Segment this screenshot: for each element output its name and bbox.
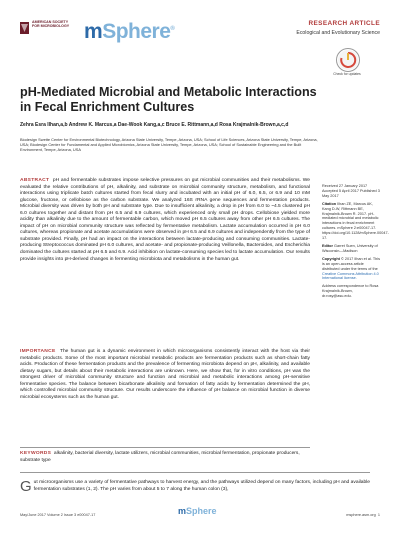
journal-logo-m: m [84,20,103,43]
citation-block [322,201,389,241]
check-for-updates-label[interactable]: Check for updates [333,72,361,76]
journal-logo-registered: ® [170,26,175,32]
journal-site-link[interactable]: msphere.asm.org [346,513,376,517]
importance-heading: IMPORTANCE [20,349,56,354]
correspondence[interactable]: Address correspondence to Rosa Krajmalnik-Brown, dr.rosy@asu.edu. [322,284,379,299]
body-paragraph [20,480,370,493]
footer-site [346,513,380,517]
article-type-label: RESEARCH ARTICLE [308,20,380,27]
abstract-text: pH and fermentable substrates impose selective pressures on gut microbial communities and their metabolisms. We evaluated the relative contributions of pH, alkalinity, and substrate on microbial community structure, metabolism, and functional interactions using triplicate batch cultures started from fecal slurry and incubated with an initial pH of 6.0, 6.5, or 6.9 and 10 mM glucose, fructose, or cellobiose as the carbon substrate. We analyzed 16S rRNA gene sequences and fermentation products. Microbial diversity was driven by both pH and substrate type. Due to insufficient alkalinity, a drop in pH from 6.0 to ~4.5 clustered pH 6.0 cultures together and distant from pH 6.5 and 6.9 cultures, which experienced only small pH drops. Cellobiose yielded more acidity than alkalinity due to the amount of fermentable carbon, which moved pH 6.5 cultures away from other pH 6.5 cultures. The impact of pH on microbial community structure was reflected by fermentative metabolism. Lactate accumulation occurred in pH 6.0 cultures, whereas propionate and acetate accumulations were observed in pH 6.5 and 6.9 cultures and independently from the type of substrate provided. Finally, pH had an impact on the interactions between lactate-producing and consuming communities. Lactate-producing Streptococcus dominated pH 6.0 cultures, and acetate- and propionate-producing Veillonella, Bacteroides, and Escherichia dominated the cultures started at pH 6.5 and 6.9. Acid inhibition on lactate-consuming species led to lactate accumulation. Our results provide insights into pH-derived changes in fermenting microbiota and metabolisms in the human gut. [20,178,311,262]
section-divider [20,447,310,448]
abstract [20,178,310,263]
footer-logo-m: m [178,506,187,516]
keywords-heading: KEYWORDS [20,451,52,456]
importance-text: The human gut is a dynamic environment in which microorganisms consistently interact with the host via their metabolic products. Some of the most important microbial metabolic products are fermentation products such as short-chain fatty acids. Production of these fermentation products and the prevalence of fermenting microbiota depend on pH, alkalinity, and available dietary sugars, but details about their metabolic interactions are unknown. Here, we show that, for in vitro conditions, pH was the strongest driver of microbial community structure and function and microbial and metabolic interactions among pH-sensitive fermentative species. The balance between bicarbonate alkalinity and formation of fatty acids by fermentation determined the pH, which controlled microbial community structure. Our results underscore the influence of pH balance on microbial function in diverse microbial ecosystems such as the human gut. [20,349,311,400]
citation-label: Citation [322,201,337,206]
received-dates: Received 27 January 2017 Accepted 5 April 2017 Published 3 May 2017 [322,184,380,198]
issue-info: May/June 2017 Volume 2 Issue 3 e00047-17 [20,513,96,517]
footer-logo-rest: Sphere [186,506,217,516]
license-link[interactable]: Creative Commons Attribution 4.0 International license. [322,271,379,281]
section-divider [20,472,370,473]
abstract-heading: ABSTRACT [20,178,50,183]
article-title: pH-Mediated Microbial and Metabolic Interactions in Fecal Enrichment Cultures [20,85,317,114]
article-info-sidebar [322,184,389,302]
footer-journal-logo [178,506,217,516]
citation-text[interactable]: Ilhan ZE, Marcus AK, Kang D-W, Rittmann BE, Krajmalnik-Brown R. 2017. pH-mediated microbial and metabolic interactions in fecal enrichment cultures. mSphere 2:e00047-17. https://doi.org/10.1128/mSphere.00047-17. [322,201,389,241]
check-for-updates-icon[interactable] [336,48,360,72]
copyright-label: Copyright [322,256,340,261]
affiliations: Biodesign Swette Center for Environmental Biotechnology, Arizona State University, Tempe, Arizona, USA; School of Life Sciences, Arizona State University, Tempe, Arizona, USA; Biodesign Center for Fundamental and Applied Microbiomics, Arizona State University, Tempe, Arizona, USA; School of Sustainable Engineering and the Built Environment, Tempe, Arizona, USA [20,137,318,152]
editor-label: Editor [322,243,333,248]
journal-logo-rest: Sphere [102,20,171,43]
body-text: ut microorganisms use a variety of fermentative pathways to harvest energy, and the pathways utilized depend on many factors, including pH and available fermentation substrates (1, 2). The pH varies from about 5 to 7 along the human colon (3), [33,480,370,492]
article-category: Ecological and Evolutionary Science [296,30,380,36]
keywords-text: alkalinity, bacterial diversity, lactate utilizers, microbial communities, microbial fermentation, propionate producers, substrate type [20,451,300,463]
author-list: Zehra Esra Ilhan,a,b Andrew K. Marcus,a Dae-Wook Kang,a,c Bruce E. Rittmann,a,d Rosa Krajmalnik-Brown,a,c,d [20,122,289,128]
importance [20,349,310,401]
copyright-text: © 2017 Ilhan et al. This is an open-access article distributed under the terms of the [322,256,381,271]
page-number: 1 [377,513,380,517]
copyright-block [322,257,382,282]
editor-block [322,244,382,254]
editor-text: Garret Suen, University of Wisconsin—Madison [322,243,378,253]
journal-logo[interactable] [84,20,174,44]
publisher-name: AMERICAN SOCIETY FOR MICROBIOLOGY [32,20,70,29]
drop-cap: G [20,478,32,495]
keywords [20,451,310,464]
